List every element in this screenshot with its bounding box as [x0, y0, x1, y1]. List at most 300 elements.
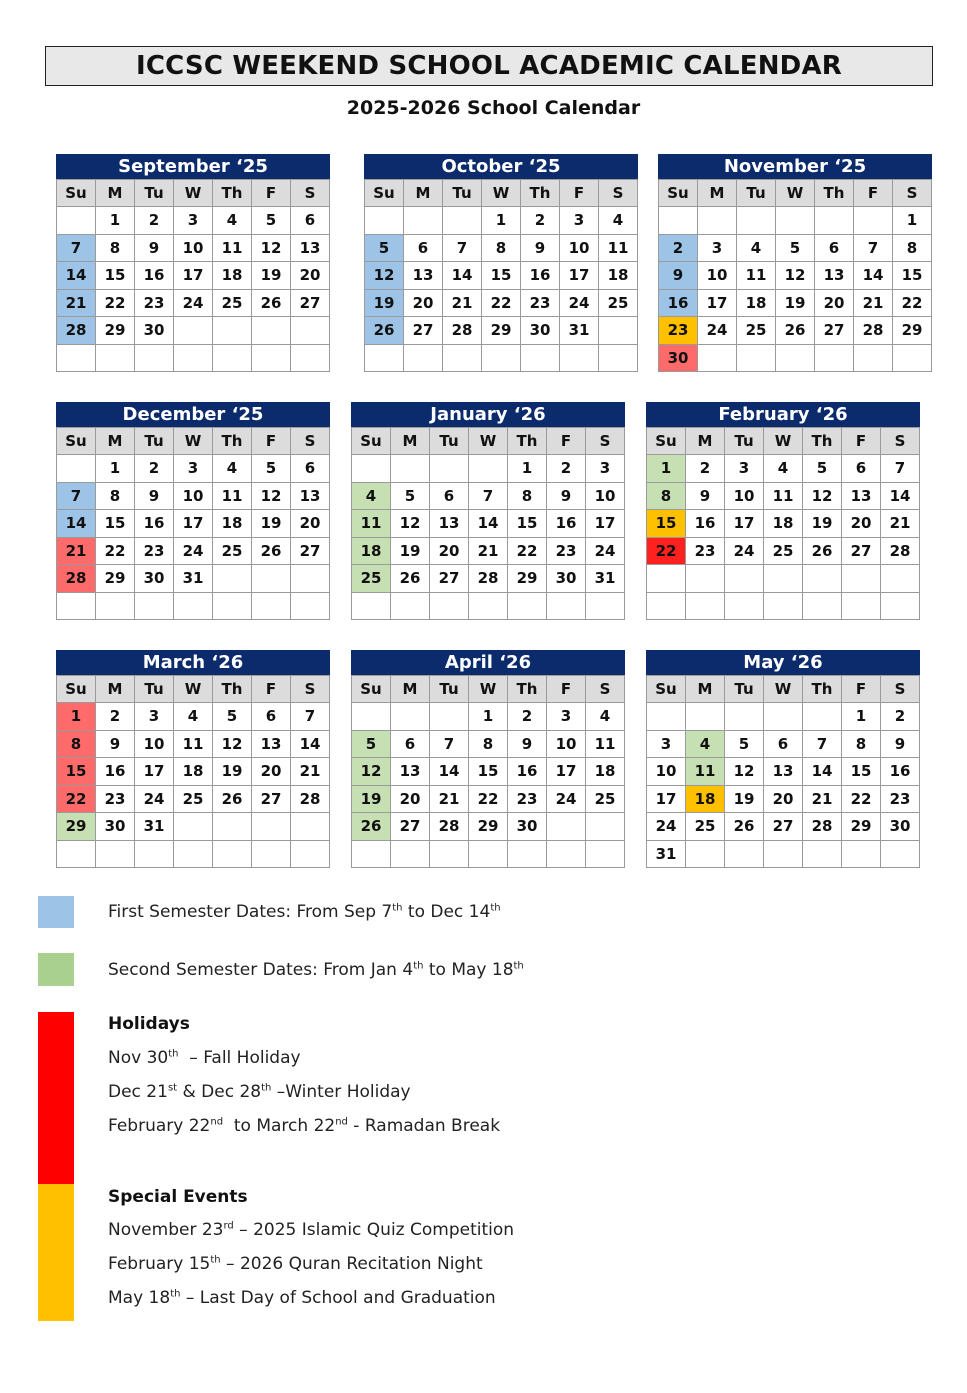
day-cell: 16 — [659, 289, 698, 317]
empty-day-cell — [352, 592, 391, 620]
weekday-header: S — [893, 180, 932, 207]
empty-day-cell — [291, 813, 330, 841]
empty-day-cell — [96, 344, 135, 372]
day-cell: 26 — [776, 317, 815, 345]
day-cell: 23 — [521, 289, 560, 317]
day-cell: 13 — [430, 510, 469, 538]
empty-day-cell — [686, 703, 725, 731]
day-cell: 6 — [764, 730, 803, 758]
day-cell: 26 — [252, 289, 291, 317]
weekday-header: F — [560, 180, 599, 207]
day-cell: 1 — [842, 703, 881, 731]
day-cell: 11 — [586, 730, 625, 758]
day-cell: 19 — [803, 510, 842, 538]
day-cell: 23 — [547, 537, 586, 565]
day-cell: 6 — [291, 455, 330, 483]
weekday-header: Th — [508, 676, 547, 703]
day-cell: 4 — [599, 207, 638, 235]
day-cell: 16 — [96, 758, 135, 786]
month-calendar — [658, 154, 932, 372]
day-cell: 18 — [174, 758, 213, 786]
weekday-header: M — [391, 676, 430, 703]
day-cell: 12 — [352, 758, 391, 786]
empty-day-cell — [213, 840, 252, 868]
weekday-header: S — [586, 428, 625, 455]
empty-day-cell — [430, 703, 469, 731]
empty-day-cell — [252, 813, 291, 841]
day-cell: 19 — [725, 785, 764, 813]
weekday-header: Su — [352, 676, 391, 703]
day-cell: 28 — [443, 317, 482, 345]
day-cell: 30 — [659, 344, 698, 372]
day-cell: 17 — [586, 510, 625, 538]
month-title: April ‘26 — [351, 650, 625, 675]
day-cell: 1 — [647, 455, 686, 483]
empty-day-cell — [469, 455, 508, 483]
day-cell: 19 — [252, 262, 291, 290]
day-cell: 14 — [881, 482, 920, 510]
empty-day-cell — [291, 592, 330, 620]
weekday-header: W — [174, 676, 213, 703]
empty-day-cell — [430, 840, 469, 868]
day-cell: 15 — [469, 758, 508, 786]
day-cell: 25 — [686, 813, 725, 841]
day-cell: 5 — [391, 482, 430, 510]
day-cell: 11 — [213, 482, 252, 510]
empty-day-cell — [725, 703, 764, 731]
empty-day-cell — [893, 344, 932, 372]
day-cell: 25 — [764, 537, 803, 565]
empty-day-cell — [404, 344, 443, 372]
day-cell: 10 — [698, 262, 737, 290]
weekday-header: S — [881, 676, 920, 703]
empty-day-cell — [252, 565, 291, 593]
day-cell: 22 — [96, 289, 135, 317]
day-cell: 17 — [174, 510, 213, 538]
empty-day-cell — [96, 592, 135, 620]
day-cell: 20 — [842, 510, 881, 538]
month-calendar — [646, 650, 920, 868]
empty-day-cell — [815, 207, 854, 235]
day-cell: 23 — [686, 537, 725, 565]
day-cell: 11 — [737, 262, 776, 290]
day-cell: 20 — [404, 289, 443, 317]
weekday-header: S — [291, 180, 330, 207]
day-cell: 4 — [213, 207, 252, 235]
weekday-header: Su — [365, 180, 404, 207]
day-cell: 31 — [647, 840, 686, 868]
day-cell: 7 — [469, 482, 508, 510]
weekday-header: Th — [213, 676, 252, 703]
day-cell: 18 — [213, 262, 252, 290]
day-cell: 29 — [469, 813, 508, 841]
day-cell: 7 — [881, 455, 920, 483]
day-cell: 12 — [252, 234, 291, 262]
day-cell: 17 — [647, 785, 686, 813]
empty-day-cell — [391, 840, 430, 868]
day-cell: 23 — [96, 785, 135, 813]
empty-day-cell — [686, 565, 725, 593]
day-cell: 26 — [365, 317, 404, 345]
weekday-header: Tu — [725, 428, 764, 455]
empty-day-cell — [881, 592, 920, 620]
empty-day-cell — [391, 455, 430, 483]
empty-day-cell — [599, 344, 638, 372]
empty-day-cell — [352, 703, 391, 731]
empty-day-cell — [291, 565, 330, 593]
day-cell: 10 — [725, 482, 764, 510]
day-cell: 17 — [547, 758, 586, 786]
day-cell: 27 — [391, 813, 430, 841]
special-events-swatch — [38, 1184, 74, 1321]
day-cell: 4 — [352, 482, 391, 510]
empty-day-cell — [815, 344, 854, 372]
second-semester-legend: Second Semester Dates: From Jan 4th to May 18th — [108, 960, 524, 980]
empty-day-cell — [764, 703, 803, 731]
day-cell: 2 — [659, 234, 698, 262]
holiday-item: Dec 21st & Dec 28th –Winter Holiday — [108, 1082, 411, 1102]
day-cell: 19 — [213, 758, 252, 786]
day-cell: 9 — [135, 234, 174, 262]
weekday-header: W — [469, 676, 508, 703]
day-cell: 26 — [352, 813, 391, 841]
weekday-header: Su — [647, 428, 686, 455]
day-cell: 4 — [213, 455, 252, 483]
day-cell: 11 — [764, 482, 803, 510]
day-cell: 11 — [352, 510, 391, 538]
weekday-header: Tu — [737, 180, 776, 207]
weekday-header: Su — [352, 428, 391, 455]
day-cell: 30 — [135, 565, 174, 593]
month-calendar — [56, 402, 330, 620]
empty-day-cell — [365, 207, 404, 235]
page-title: ICCSC WEEKEND SCHOOL ACADEMIC CALENDAR — [45, 46, 933, 86]
day-cell: 5 — [213, 703, 252, 731]
weekday-header: Th — [213, 428, 252, 455]
month-title: September ‘25 — [56, 154, 330, 179]
day-cell: 1 — [96, 207, 135, 235]
day-cell: 5 — [365, 234, 404, 262]
holidays-title: Holidays — [108, 1014, 190, 1034]
day-cell: 14 — [803, 758, 842, 786]
day-cell: 31 — [174, 565, 213, 593]
weekday-header: F — [842, 676, 881, 703]
day-cell: 7 — [803, 730, 842, 758]
empty-day-cell — [174, 840, 213, 868]
day-cell: 29 — [96, 565, 135, 593]
day-cell: 20 — [764, 785, 803, 813]
day-cell: 10 — [135, 730, 174, 758]
day-cell: 6 — [252, 703, 291, 731]
day-cell: 22 — [842, 785, 881, 813]
weekday-header: S — [599, 180, 638, 207]
empty-day-cell — [842, 840, 881, 868]
page-subtitle: 2025-2026 School Calendar — [346, 97, 641, 119]
empty-day-cell — [213, 592, 252, 620]
month-title: January ‘26 — [351, 402, 625, 427]
day-cell: 14 — [430, 758, 469, 786]
empty-day-cell — [57, 344, 96, 372]
day-cell: 6 — [404, 234, 443, 262]
empty-day-cell — [560, 344, 599, 372]
empty-day-cell — [96, 840, 135, 868]
day-cell: 9 — [881, 730, 920, 758]
month-calendar — [646, 402, 920, 620]
first-semester-legend: First Semester Dates: From Sep 7th to Dec 14th — [108, 902, 501, 922]
empty-day-cell — [547, 840, 586, 868]
day-cell: 27 — [842, 537, 881, 565]
day-cell: 14 — [469, 510, 508, 538]
empty-day-cell — [443, 344, 482, 372]
day-cell: 20 — [815, 289, 854, 317]
day-cell: 16 — [881, 758, 920, 786]
empty-day-cell — [174, 592, 213, 620]
day-cell: 18 — [599, 262, 638, 290]
day-cell: 20 — [391, 785, 430, 813]
weekday-header: F — [252, 676, 291, 703]
day-cell: 15 — [893, 262, 932, 290]
weekday-header: M — [391, 428, 430, 455]
empty-day-cell — [57, 840, 96, 868]
day-cell: 28 — [881, 537, 920, 565]
weekday-header: F — [252, 428, 291, 455]
empty-day-cell — [686, 592, 725, 620]
empty-day-cell — [698, 207, 737, 235]
day-cell: 22 — [508, 537, 547, 565]
day-cell: 2 — [508, 703, 547, 731]
day-cell: 15 — [57, 758, 96, 786]
weekday-header: F — [842, 428, 881, 455]
empty-day-cell — [291, 840, 330, 868]
empty-day-cell — [508, 592, 547, 620]
holiday-item: February 22nd to March 22nd - Ramadan Break — [108, 1116, 501, 1136]
day-cell: 25 — [213, 537, 252, 565]
day-cell: 24 — [135, 785, 174, 813]
event-item: November 23rd – 2025 Islamic Quiz Competition — [108, 1220, 515, 1240]
weekday-header: Th — [213, 180, 252, 207]
empty-day-cell — [252, 840, 291, 868]
day-cell: 14 — [443, 262, 482, 290]
day-cell: 5 — [803, 455, 842, 483]
day-cell: 9 — [547, 482, 586, 510]
day-cell: 22 — [469, 785, 508, 813]
month-calendar — [351, 650, 625, 868]
day-cell: 11 — [213, 234, 252, 262]
day-cell: 10 — [647, 758, 686, 786]
day-cell: 7 — [430, 730, 469, 758]
day-cell: 19 — [252, 510, 291, 538]
empty-day-cell — [547, 813, 586, 841]
day-cell: 11 — [599, 234, 638, 262]
day-cell: 1 — [96, 455, 135, 483]
day-cell: 28 — [803, 813, 842, 841]
weekday-header: S — [291, 676, 330, 703]
day-cell: 5 — [352, 730, 391, 758]
empty-day-cell — [508, 840, 547, 868]
day-cell: 6 — [815, 234, 854, 262]
day-cell: 5 — [252, 207, 291, 235]
weekday-header: W — [764, 428, 803, 455]
day-cell: 24 — [725, 537, 764, 565]
day-cell: 3 — [135, 703, 174, 731]
day-cell: 27 — [291, 537, 330, 565]
day-cell: 6 — [430, 482, 469, 510]
day-cell: 30 — [135, 317, 174, 345]
day-cell: 8 — [508, 482, 547, 510]
day-cell: 2 — [881, 703, 920, 731]
month-calendar — [56, 154, 330, 372]
day-cell: 24 — [698, 317, 737, 345]
month-calendar — [364, 154, 638, 372]
day-cell: 25 — [737, 317, 776, 345]
first-semester-swatch — [38, 896, 74, 928]
day-cell: 11 — [686, 758, 725, 786]
day-cell: 29 — [482, 317, 521, 345]
day-cell: 28 — [854, 317, 893, 345]
month-title: March ‘26 — [56, 650, 330, 675]
day-cell: 12 — [252, 482, 291, 510]
day-cell: 22 — [96, 537, 135, 565]
day-cell: 23 — [135, 289, 174, 317]
day-cell: 6 — [391, 730, 430, 758]
day-cell: 7 — [854, 234, 893, 262]
empty-day-cell — [842, 592, 881, 620]
empty-day-cell — [881, 565, 920, 593]
day-cell: 9 — [508, 730, 547, 758]
empty-day-cell — [659, 207, 698, 235]
empty-day-cell — [57, 592, 96, 620]
day-cell: 18 — [686, 785, 725, 813]
day-cell: 2 — [547, 455, 586, 483]
weekday-header: S — [881, 428, 920, 455]
weekday-header: Tu — [135, 428, 174, 455]
empty-day-cell — [599, 317, 638, 345]
empty-day-cell — [391, 703, 430, 731]
day-cell: 9 — [135, 482, 174, 510]
day-cell: 28 — [430, 813, 469, 841]
day-cell: 31 — [586, 565, 625, 593]
weekday-header: Su — [57, 676, 96, 703]
day-cell: 8 — [469, 730, 508, 758]
empty-day-cell — [854, 344, 893, 372]
holidays-swatch — [38, 1012, 74, 1184]
day-cell: 23 — [659, 317, 698, 345]
day-cell: 26 — [213, 785, 252, 813]
weekday-header: W — [469, 428, 508, 455]
day-cell: 17 — [135, 758, 174, 786]
day-cell: 16 — [508, 758, 547, 786]
empty-day-cell — [252, 317, 291, 345]
empty-day-cell — [803, 565, 842, 593]
day-cell: 16 — [521, 262, 560, 290]
day-cell: 8 — [96, 482, 135, 510]
day-cell: 2 — [686, 455, 725, 483]
day-cell: 15 — [96, 510, 135, 538]
day-cell: 27 — [430, 565, 469, 593]
empty-day-cell — [776, 344, 815, 372]
day-cell: 7 — [443, 234, 482, 262]
empty-day-cell — [291, 344, 330, 372]
month-calendar — [351, 402, 625, 620]
empty-day-cell — [213, 565, 252, 593]
day-cell: 24 — [560, 289, 599, 317]
day-cell: 29 — [508, 565, 547, 593]
day-cell: 22 — [647, 537, 686, 565]
day-cell: 23 — [508, 785, 547, 813]
day-cell: 17 — [560, 262, 599, 290]
day-cell: 28 — [57, 317, 96, 345]
day-cell: 3 — [174, 455, 213, 483]
day-cell: 14 — [854, 262, 893, 290]
empty-day-cell — [842, 565, 881, 593]
day-cell: 10 — [547, 730, 586, 758]
day-cell: 26 — [391, 565, 430, 593]
day-cell: 13 — [764, 758, 803, 786]
empty-day-cell — [547, 592, 586, 620]
day-cell: 3 — [586, 455, 625, 483]
empty-day-cell — [291, 317, 330, 345]
day-cell: 30 — [96, 813, 135, 841]
second-semester-swatch — [38, 953, 74, 986]
day-cell: 5 — [725, 730, 764, 758]
empty-day-cell — [698, 344, 737, 372]
day-cell: 22 — [57, 785, 96, 813]
day-cell: 28 — [57, 565, 96, 593]
day-cell: 16 — [135, 510, 174, 538]
day-cell: 4 — [174, 703, 213, 731]
day-cell: 7 — [291, 703, 330, 731]
day-cell: 29 — [96, 317, 135, 345]
day-cell: 9 — [686, 482, 725, 510]
day-cell: 21 — [803, 785, 842, 813]
weekday-header: Su — [659, 180, 698, 207]
day-cell: 2 — [135, 207, 174, 235]
day-cell: 1 — [482, 207, 521, 235]
empty-day-cell — [252, 344, 291, 372]
day-cell: 21 — [854, 289, 893, 317]
day-cell: 12 — [213, 730, 252, 758]
empty-day-cell — [365, 344, 404, 372]
day-cell: 24 — [586, 537, 625, 565]
day-cell: 28 — [469, 565, 508, 593]
day-cell: 3 — [725, 455, 764, 483]
day-cell: 15 — [96, 262, 135, 290]
weekday-header: Tu — [135, 676, 174, 703]
month-title: October ‘25 — [364, 154, 638, 179]
empty-day-cell — [469, 592, 508, 620]
weekday-header: S — [586, 676, 625, 703]
empty-day-cell — [404, 207, 443, 235]
day-cell: 3 — [698, 234, 737, 262]
weekday-header: F — [252, 180, 291, 207]
day-cell: 1 — [469, 703, 508, 731]
day-cell: 17 — [725, 510, 764, 538]
day-cell: 28 — [291, 785, 330, 813]
weekday-header: M — [96, 180, 135, 207]
weekday-header: W — [482, 180, 521, 207]
day-cell: 4 — [586, 703, 625, 731]
day-cell: 8 — [893, 234, 932, 262]
weekday-header: F — [547, 428, 586, 455]
empty-day-cell — [737, 344, 776, 372]
weekday-header: Th — [815, 180, 854, 207]
month-title: February ‘26 — [646, 402, 920, 427]
day-cell: 30 — [521, 317, 560, 345]
day-cell: 21 — [443, 289, 482, 317]
day-cell: 7 — [57, 482, 96, 510]
weekday-header: M — [698, 180, 737, 207]
day-cell: 24 — [174, 289, 213, 317]
